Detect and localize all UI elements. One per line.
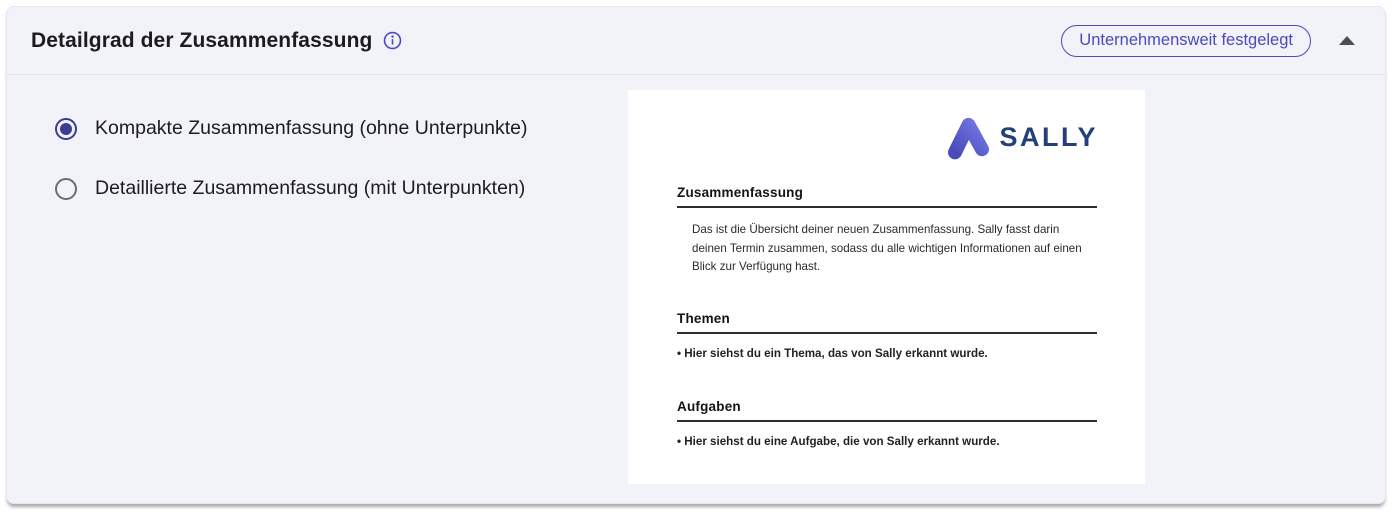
sally-brand-text: SALLY [999, 122, 1098, 152]
chevron-up-icon [1339, 36, 1355, 45]
radio-dot [60, 123, 72, 135]
sally-logo-icon [945, 115, 992, 160]
radio-option-detailliert[interactable] [55, 177, 527, 200]
section-heading: Themen [677, 310, 730, 326]
section-themen [677, 310, 1097, 360]
panel-header [7, 7, 1385, 75]
section-bullet: • Hier siehst du eine Aufgabe, die von Sally erkannt wurde. [677, 434, 1000, 448]
preview-document [677, 184, 1097, 448]
section-heading: Aufgaben [677, 398, 741, 414]
section-bullet: • Hier siehst du ein Thema, das von Sally erkannt wurde. [677, 346, 988, 360]
summary-detail-radio-group [55, 117, 527, 237]
radio-option-label[interactable]: Kompakte Zusammenfassung (ohne Unterpunkte) [95, 117, 528, 139]
section-zusammenfassung [677, 184, 1097, 277]
radio-option-label[interactable]: Detaillierte Zusammenfassung (mit Unterpunkten) [95, 177, 526, 199]
section-aufgaben [677, 398, 1097, 448]
radio-unselected-icon[interactable] [55, 178, 77, 200]
collapse-button[interactable] [1335, 30, 1359, 51]
sally-logo [628, 115, 1098, 160]
summary-detail-panel [6, 6, 1386, 504]
panel-content [7, 75, 1385, 503]
panel-title: Detailgrad der Zusammenfassung [31, 28, 373, 52]
section-heading: Zusammenfassung [677, 185, 804, 200]
company-wide-badge[interactable]: Unternehmensweit festgelegt [1061, 25, 1311, 57]
section-body: Das ist die Übersicht deiner neuen Zusammenfassung. Sally fasst darin deinen Termin zusammen, sodass du alle wichtigen Informationen auf einen Blick zur Verfügung hast. [692, 223, 1082, 274]
summary-preview-card [628, 90, 1145, 484]
radio-option-kompakt[interactable] [55, 117, 527, 140]
radio-selected-icon[interactable] [55, 118, 77, 140]
info-icon[interactable] [383, 31, 402, 50]
